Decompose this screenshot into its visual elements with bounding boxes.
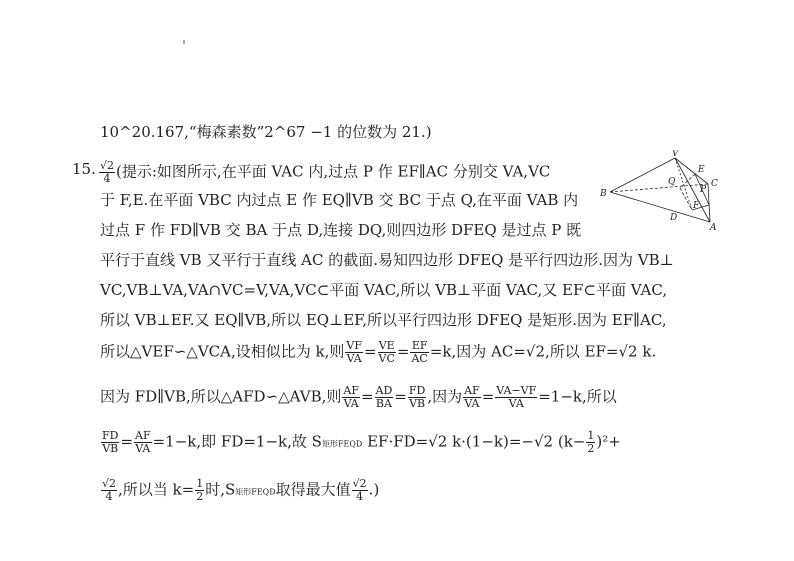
line-2: 于 F,E.在平面 VBC 内过点 E 作 EQ∥VB 交 BC 于点 Q,在平面 VAB 内 [100,191,579,209]
line-10: $\frac{√2}{4}$ ,所以当 k= $\frac{1}{2}$ 时,S矩形FEQD取得最大值 $\frac{√2}{4}$ .) [102,477,380,503]
label-d: D [670,213,678,223]
label-f: F [693,201,700,211]
line-7: 所以△VEF∽△VCA,设相似比为 k,则 $\frac{VF}{VA}$ = $\frac{VE}{VC}$ = $\frac{EF}{AC}$ =k,因为 AC=√2,所以 EF=√2 k. [100,339,657,365]
label-c: C [711,179,718,189]
label-a: A [710,223,717,233]
line-4: 平行于直线 VB 又平行于直线 AC 的截面.易知四边形 DFEQ 是平行四边形.因为 VB⊥ [100,251,674,269]
line-0: 10^20.167,“梅森素数”2^67 −1 的位数为 21.) [100,123,432,141]
tetrahedron-diagram [600,150,730,240]
label-e: E [698,165,705,175]
line-5: VC,VB⊥VA,VA∩VC=V,VA,VC⊂平面 VAC,所以 VB⊥平面 VAC,又 EF⊂平面 VAC, [100,281,668,299]
line-9: $\frac{FD}{VB}$ = $\frac{AF}{VA}$ =1−k,即 FD=1−k,故 S矩形FEQD EF·FD=√2 k·(1−k)=−√2 (k− $\frac{1}{2}$ )²+ [102,429,621,455]
label-p: P [700,185,707,195]
line-8: 因为 FD∥VB,所以△AFD∽△AVB,则 $\frac{AF}{VA}$ = $\frac{AD}{BA}$ = $\frac{FD}{VB}$ ,因为 $\frac{AF}{VA}$ = $\frac{VA-VF}{VA}$ =1−k,所以 [100,384,617,410]
label-q: Q [668,177,676,187]
label-v: V [672,150,679,159]
scan-mark [183,40,185,44]
line-1: $\frac{√2}{4}$ (提示:如图所示,在平面 VAC 内,过点 P 作 EF∥AC 分别交 VA,VC [100,159,551,185]
line-3: 过点 F 作 FD∥VB 交 BA 于点 D,连接 DQ,则四边形 DFEQ 是过点 P 既 [100,221,582,239]
line-6: 所以 VB⊥EF.又 EQ∥VB,所以 EQ⊥EF,所以平行四边形 DFEQ 是矩形.因为 EF∥AC, [100,311,667,329]
problem-number: 15. [72,160,96,178]
label-b: B [600,189,607,199]
answer-fraction: $\frac{√2}{4}$ [100,159,115,185]
